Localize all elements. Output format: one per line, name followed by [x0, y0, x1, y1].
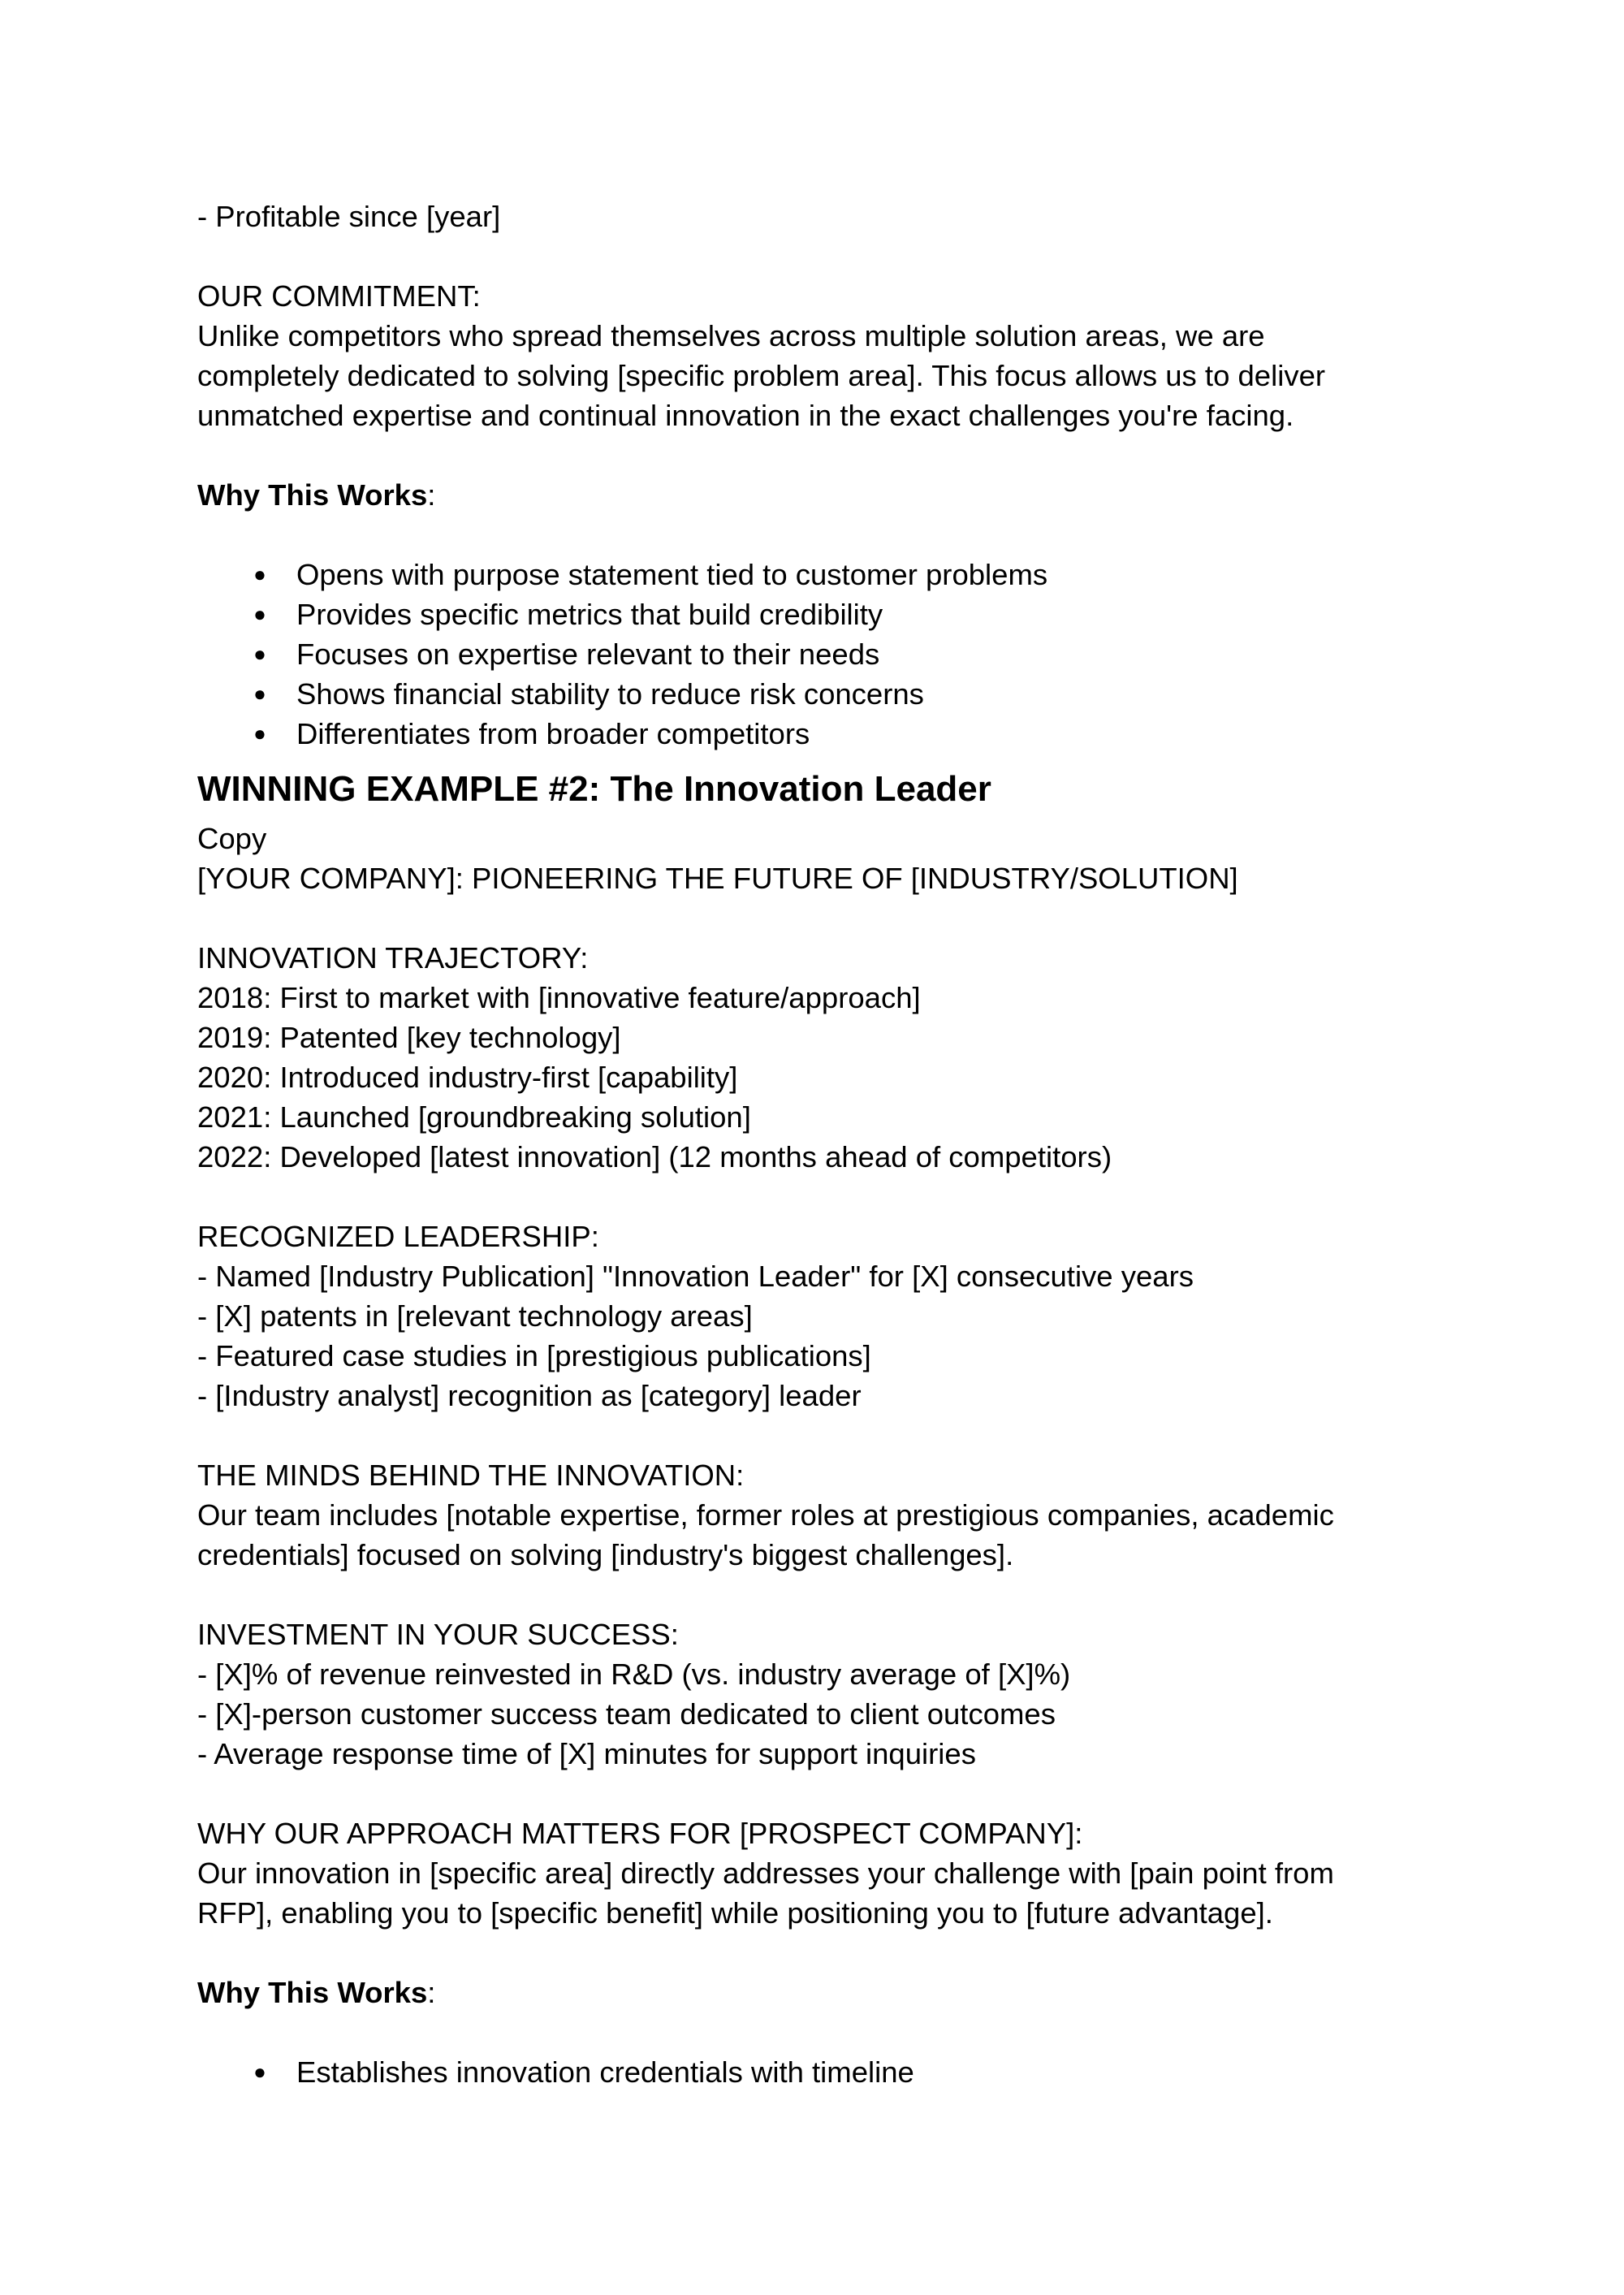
bullet-icon: ● — [253, 2059, 266, 2084]
commitment-line: Unlike competitors who spread themselves across multiple solution areas, we are — [197, 319, 1265, 352]
leadership-line: - Featured case studies in [prestigious publications] — [197, 1339, 871, 1372]
approach-line: Our innovation in [specific area] directly addresses your challenge with [pain point from — [197, 1856, 1334, 1890]
leadership-line: - [Industry analyst] recognition as [category] leader — [197, 1379, 862, 1412]
leadership-heading: RECOGNIZED LEADERSHIP: — [197, 1220, 599, 1253]
why-this-works-list — [197, 555, 1415, 754]
leadership-line: - [X] patents in [relevant technology areas] — [197, 1299, 753, 1333]
list-item: ● Focuses on expertise relevant to their needs — [197, 634, 1415, 674]
trajectory-heading: INNOVATION TRAJECTORY: — [197, 941, 589, 975]
investment-line: - [X]% of revenue reinvested in R&D (vs. industry average of [X]%) — [197, 1658, 1071, 1691]
bullet-icon: ● — [253, 642, 266, 666]
approach-heading: WHY OUR APPROACH MATTERS FOR [PROSPECT COMPANY]: — [197, 1817, 1083, 1850]
why-this-works-label: Why This Works: — [197, 478, 436, 512]
commitment-line: unmatched expertise and continual innovation in the exact challenges you're facing. — [197, 399, 1294, 432]
list-item: ● Opens with purpose statement tied to customer problems — [197, 555, 1415, 594]
list-item: ● Establishes innovation credentials with timeline — [197, 2052, 1415, 2092]
bullet-icon: ● — [253, 681, 266, 706]
list-item: ● Provides specific metrics that build credibility — [197, 594, 1415, 634]
trajectory-line: 2021: Launched [groundbreaking solution] — [197, 1100, 751, 1134]
investment-line: - Average response time of [X] minutes for support inquiries — [197, 1737, 976, 1770]
approach-line: RFP], enabling you to [specific benefit] while positioning you to [future advantage]. — [197, 1896, 1273, 1930]
commitment-line: completely dedicated to solving [specific problem area]. This focus allows us to deliver — [197, 359, 1326, 392]
minds-line: Our team includes [notable expertise, former roles at prestigious companies, academic — [197, 1498, 1334, 1532]
investment-line: - [X]-person customer success team dedicated to client outcomes — [197, 1697, 1056, 1731]
bullet-icon: ● — [253, 721, 266, 746]
section-heading: WINNING EXAMPLE #2: The Innovation Leader — [197, 769, 991, 809]
trajectory-line: 2020: Introduced industry-first [capability] — [197, 1061, 738, 1094]
why-this-works-label: Why This Works: — [197, 1976, 436, 2009]
minds-line: credentials] focused on solving [industry's biggest challenges]. — [197, 1538, 1014, 1571]
list-item: ● Differentiates from broader competitors — [197, 714, 1415, 754]
document-body — [197, 197, 1415, 2092]
profitable-line: - Profitable since [year] — [197, 200, 501, 233]
copy-label: Copy — [197, 822, 267, 855]
trajectory-line: 2018: First to market with [innovative feature/approach] — [197, 981, 921, 1014]
trajectory-line: 2019: Patented [key technology] — [197, 1021, 621, 1054]
why-this-works-list — [197, 2052, 1415, 2092]
leadership-line: - Named [Industry Publication] "Innovation Leader" for [X] consecutive years — [197, 1260, 1194, 1293]
minds-heading: THE MINDS BEHIND THE INNOVATION: — [197, 1459, 745, 1492]
bullet-icon: ● — [253, 602, 266, 626]
list-item: ● Shows financial stability to reduce risk concerns — [197, 674, 1415, 714]
bullet-icon: ● — [253, 562, 266, 586]
investment-heading: INVESTMENT IN YOUR SUCCESS: — [197, 1618, 679, 1651]
example-title-line: [YOUR COMPANY]: PIONEERING THE FUTURE OF [INDUSTRY/SOLUTION] — [197, 862, 1238, 895]
trajectory-line: 2022: Developed [latest innovation] (12 months ahead of competitors) — [197, 1140, 1112, 1173]
commitment-heading: OUR COMMITMENT: — [197, 279, 481, 313]
